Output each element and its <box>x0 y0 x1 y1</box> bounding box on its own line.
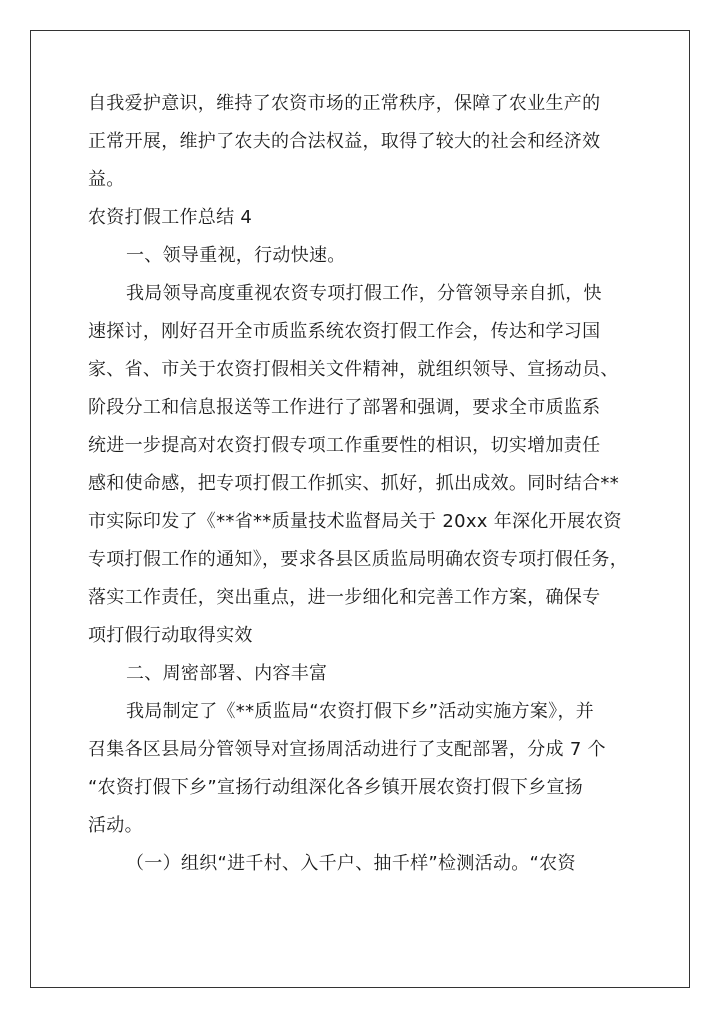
body-text-line: 自我爱护意识，维持了农资市场的正常秩序，保障了农业生产的 <box>88 93 601 114</box>
body-text-line: 活动。 <box>88 815 143 836</box>
body-text-line: 益。 <box>88 169 125 190</box>
heading-two: 二、周密部署、内容丰富 <box>126 663 328 684</box>
body-text-line: 我局制定了《**质监局“农资打假下乡”活动实施方案》，并 <box>126 701 595 722</box>
subheading-one: （一）组织“进千村、入千户、抽千样”检测活动。“农资 <box>126 853 576 874</box>
body-text-line: 正常开展，维护了农夫的合法权益，取得了较大的社会和经济效 <box>88 131 601 152</box>
page-border <box>30 30 690 988</box>
body-text-line: 阶段分工和信息报送等工作进行了部署和强调，要求全市质监系 <box>88 397 601 418</box>
body-text-line: 市实际印发了《**省**质量技术监督局关于 20xx 年深化开展农资 <box>88 511 622 532</box>
body-text-line: 感和使命感，把专项打假工作抓实、抓好，抓出成效。同时结合** <box>88 473 619 494</box>
body-text-line: 家、省、市关于农资打假相关文件精神，就组织领导、宣扬动员、 <box>88 359 619 380</box>
body-text-line: 召集各区县局分管领导对宣扬周活动进行了支配部署，分成 7 个 <box>88 739 606 760</box>
body-text-line: 统进一步提高对农资打假专项工作重要性的相识，切实增加责任 <box>88 435 601 456</box>
section-title: 农资打假工作总结 4 <box>88 207 253 228</box>
body-text-line: 落实工作责任，突出重点，进一步细化和完善工作方案，确保专 <box>88 587 601 608</box>
heading-one: 一、领导重视，行动快速。 <box>126 245 346 266</box>
body-text-line: “农资打假下乡”宣扬行动组深化各乡镇开展农资打假下乡宣扬 <box>88 777 584 798</box>
body-text-line: 专项打假工作的通知》，要求各县区质监局明确农资专项打假任务， <box>88 549 628 570</box>
body-text-line: 项打假行动取得实效 <box>88 625 253 646</box>
body-text-line: 我局领导高度重视农资专项打假工作，分管领导亲自抓，快 <box>126 283 602 304</box>
body-text-line: 速探讨，刚好召开全市质监系统农资打假工作会，传达和学习国 <box>88 321 601 342</box>
